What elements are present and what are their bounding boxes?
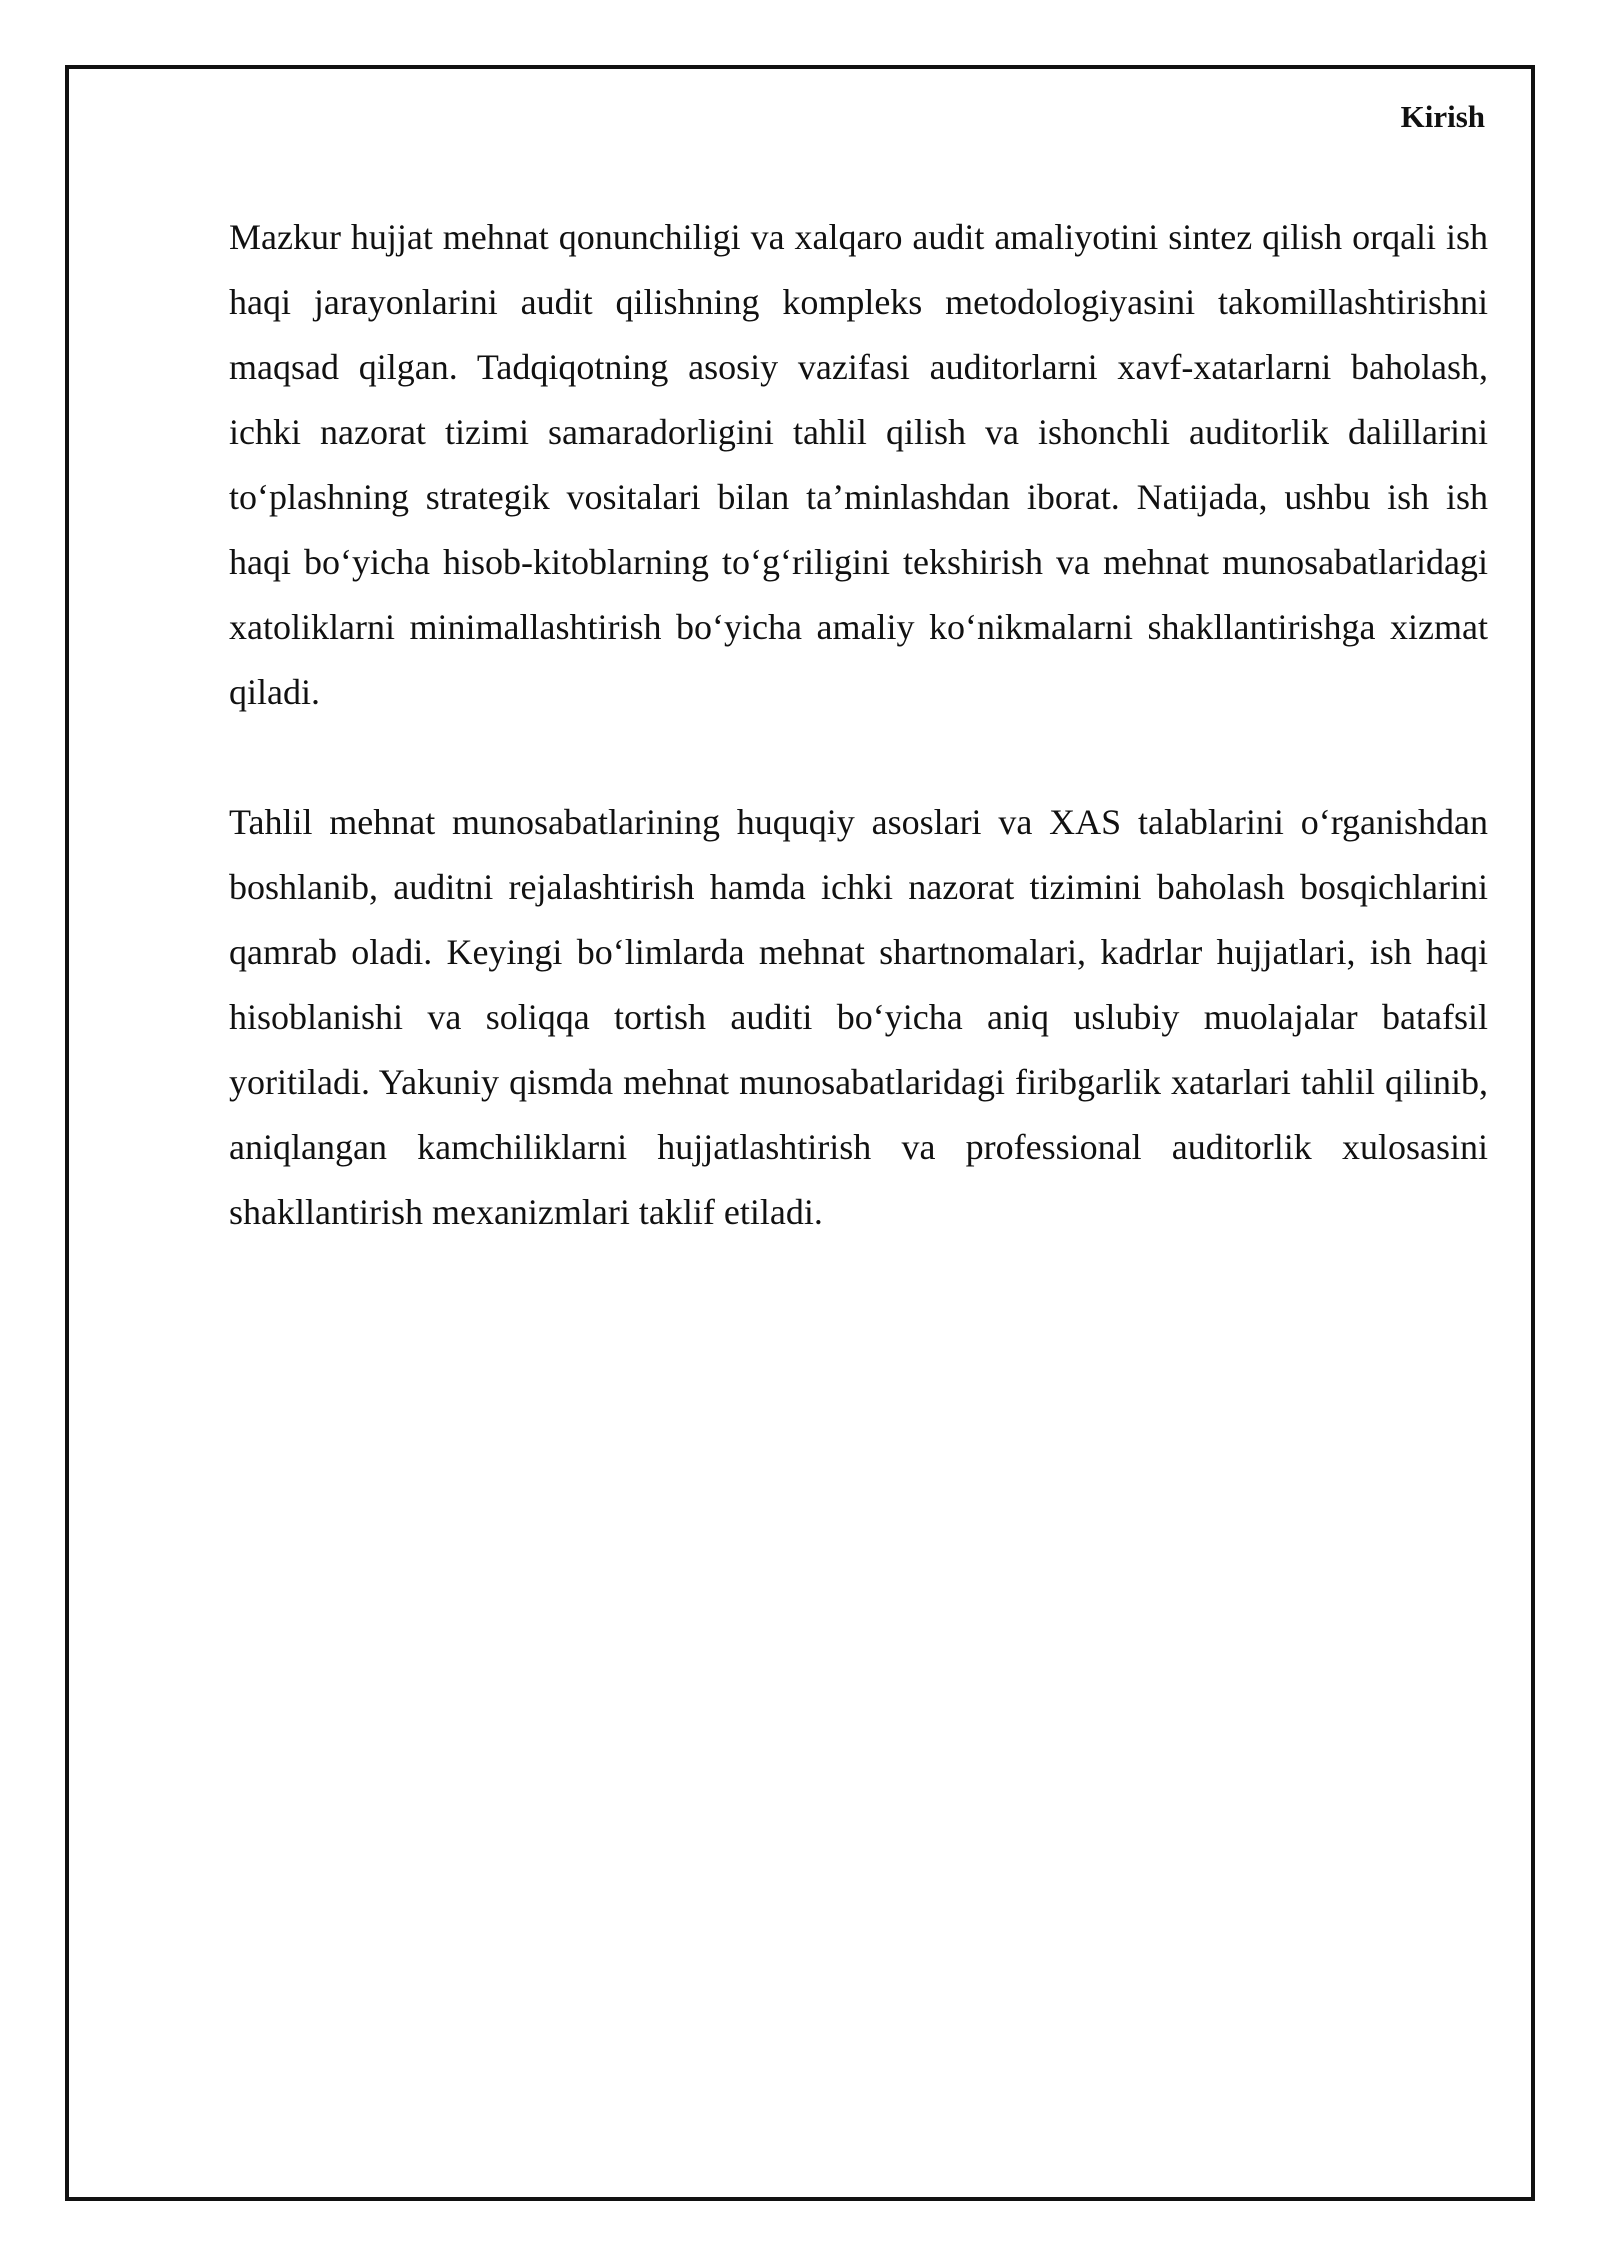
section-title: Kirish: [1400, 99, 1485, 134]
document-body: [229, 205, 1488, 1310]
paragraph-analysis-structure: Tahlil mehnat munosabatlarining huquqiy asoslari va XAS talablarini o‘rganishdan boshlanib, auditni rejalashtirish hamda ichki nazorat tizimini baholash bosqichlarini qamrab oladi. Keyingi bo‘limlarda mehnat shartnomalari, kadrlar hujjatlari, ish haqi hisoblanishi va soliqqa tortish auditi bo‘yicha aniq uslubiy muolajalar batafsil yoritiladi. Yakuniy qismda mehnat munosabatlaridagi firibgarlik xatarlari tahlil qilinib, aniqlangan kamchiliklarni hujjatlashtirish va professional auditorlik xulosasini shakllantirish mexanizmlari taklif etiladi.: [229, 802, 1488, 1232]
paragraph-introduction-aim: Mazkur hujjat mehnat qonunchiligi va xalqaro audit amaliyotini sintez qilish orqali ish haqi jarayonlarini audit qilishning kompleks metodologiyasini takomillashtirishni maqsad qilgan. Tadqiqotning asosiy vazifasi auditorlarni xavf-xatarlarni baholash, ichki nazorat tizimi samaradorligini tahlil qilish va ishonchli auditorlik dalillarini to‘plashning strategik vositalari bilan ta’minlashdan iborat. Natijada, ushbu ish ish haqi bo‘yicha hisob-kitoblarning to‘g‘riligini tekshirish va mehnat munosabatlaridagi xatoliklarni minimallashtirish bo‘yicha amaliy ko‘nikmalarni shakllantirishga xizmat qiladi.: [229, 217, 1488, 712]
